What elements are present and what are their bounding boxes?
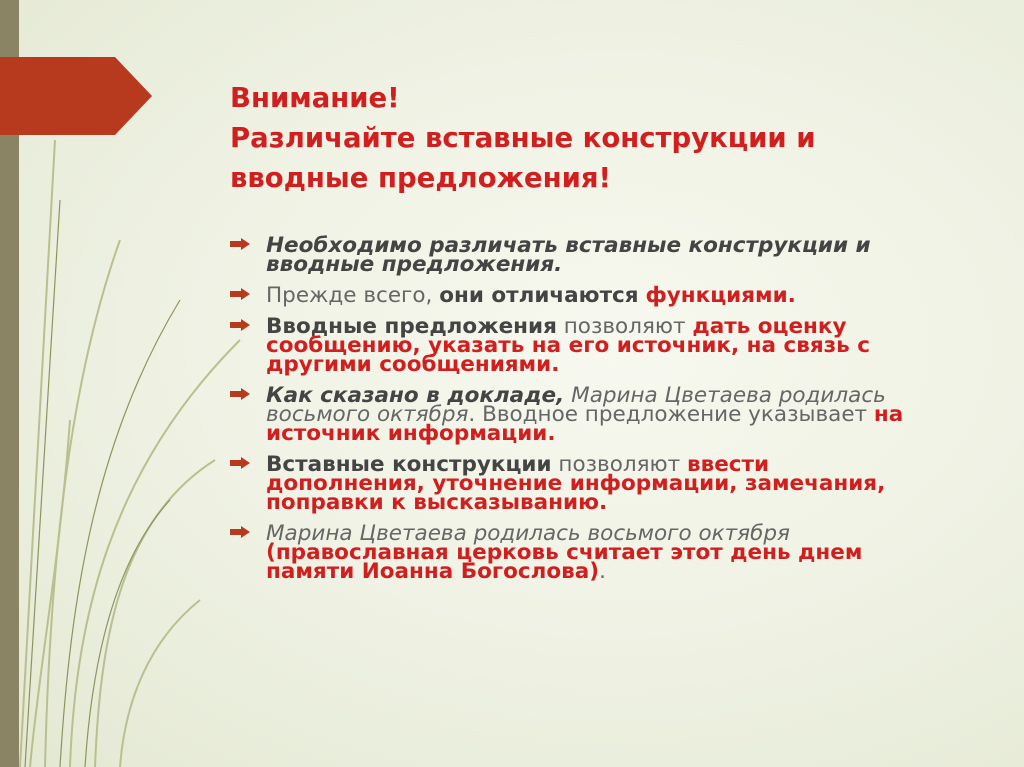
bullet-list	[230, 233, 920, 593]
list-item: Прежде всего, они отличаются функциями.	[230, 286, 920, 305]
list-item: Необходимо различать вставные конструкции и вводные предложения.	[230, 236, 920, 274]
arrow-bullet-icon	[230, 238, 250, 250]
arrow-bullet-icon	[230, 288, 250, 300]
arrow-bullet-icon	[230, 526, 250, 538]
arrow-bullet-icon	[230, 457, 250, 469]
title-line-2: Различайте вставные конструкции и	[230, 122, 816, 154]
list-item: Марина Цветаева родилась восьмого октября (православная церковь считает этот день днем памяти Иоанна Богослова).	[230, 524, 920, 581]
title-flag-decoration	[0, 57, 152, 135]
arrow-bullet-icon	[230, 319, 250, 331]
list-item: Вставные конструкции позволяют ввести дополнения, уточнение информации, замечания, поправки к высказыванию.	[230, 455, 920, 512]
title-line-3: вводные предложения!	[230, 162, 612, 194]
slide-title	[230, 78, 990, 198]
list-item: Вводные предложения позволяют дать оценку сообщению, указать на его источник, на связь с другими сообщениями.	[230, 317, 920, 374]
arrow-bullet-icon	[230, 388, 250, 400]
title-line-1: Внимание!	[230, 82, 400, 114]
list-item: Как сказано в докладе, Марина Цветаева родилась восьмого октября. Вводное предложение указывает на источник информации.	[230, 386, 920, 443]
